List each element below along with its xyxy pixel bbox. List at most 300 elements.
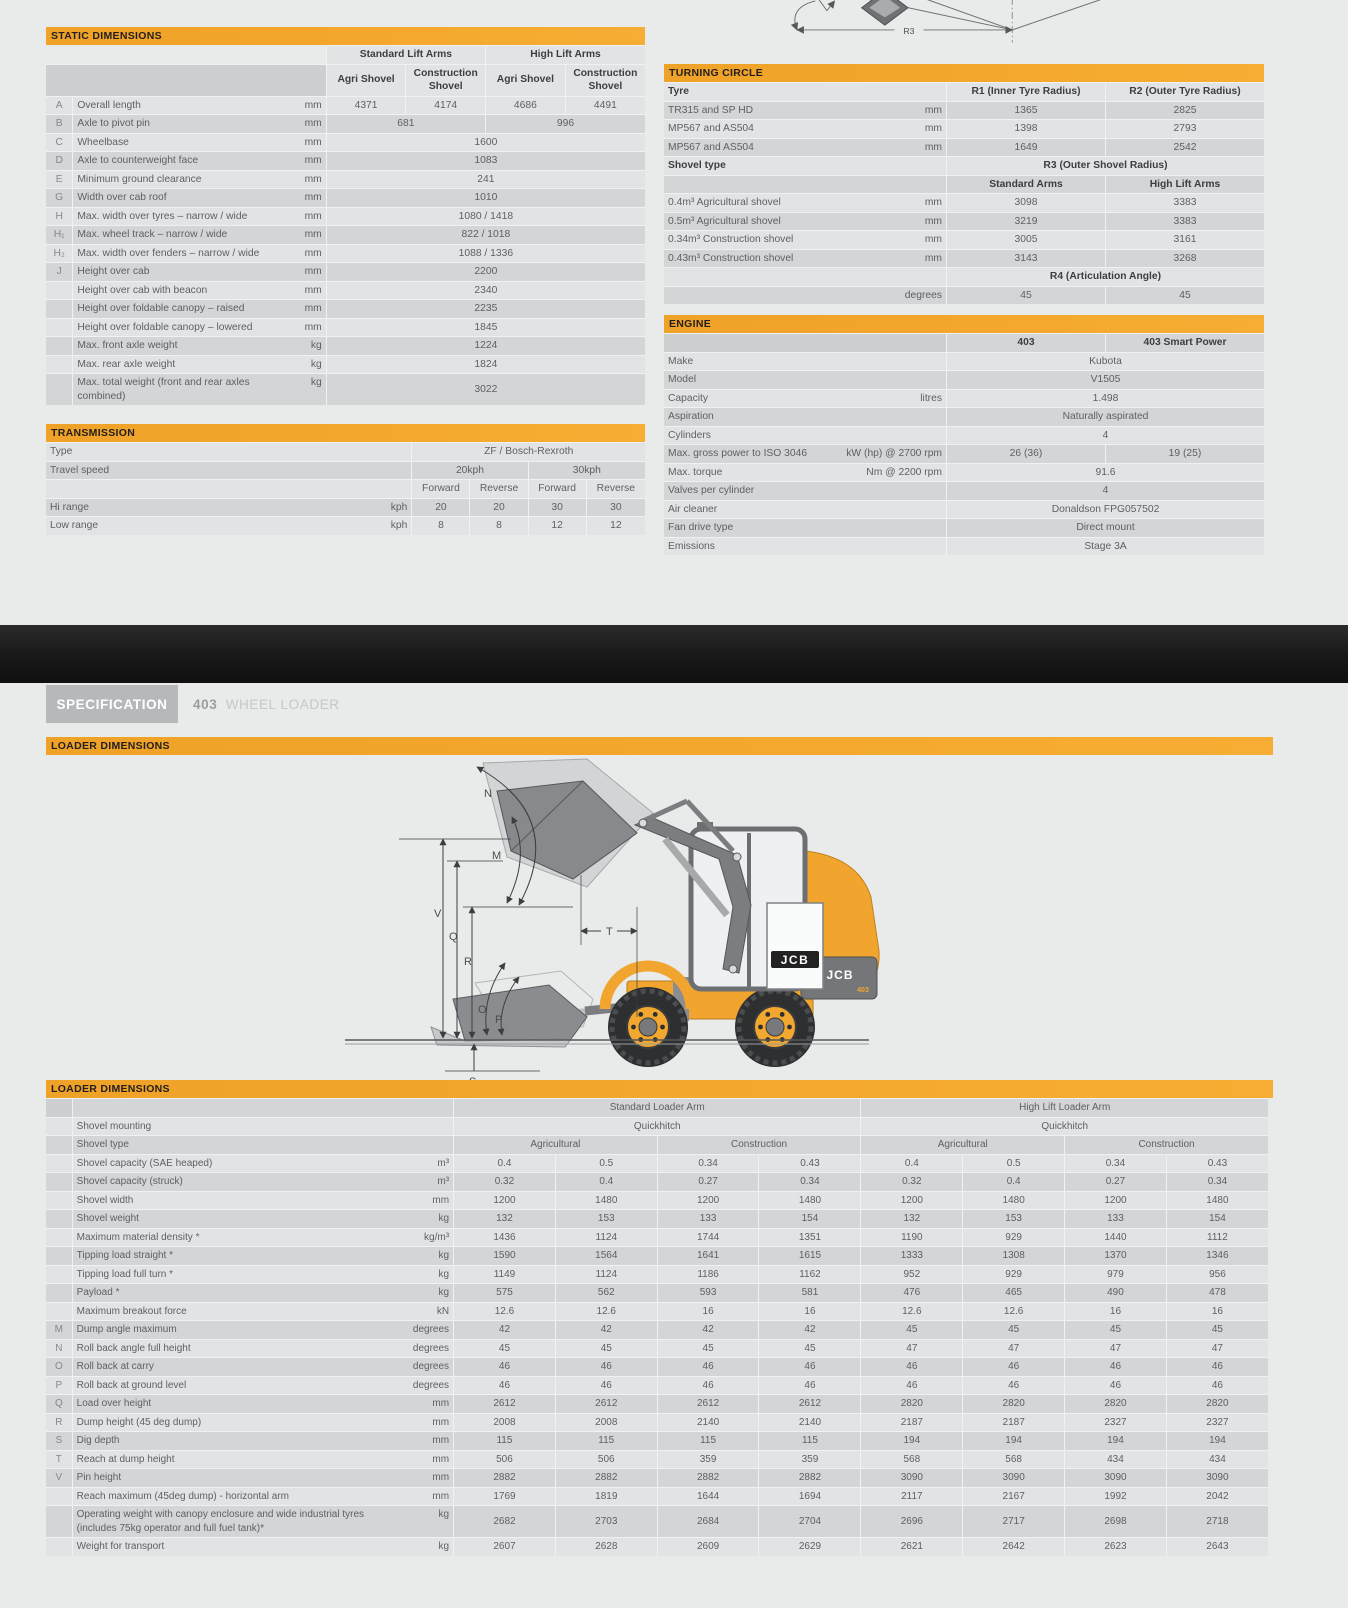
table-cell: 2200 <box>326 262 645 281</box>
table-cell: 47 <box>860 1339 962 1358</box>
table-cell: 2820 <box>1064 1394 1166 1413</box>
table-cell: 2820 <box>962 1394 1064 1413</box>
table-cell: Agricultural <box>453 1135 657 1154</box>
table-cell: 1308 <box>962 1246 1064 1265</box>
table-row <box>46 45 645 64</box>
table-cell <box>46 1283 72 1302</box>
table-cell: 4686 <box>485 96 565 115</box>
table-cell: Minimum ground clearance mm <box>72 170 325 189</box>
table-cell: 115 <box>453 1431 555 1450</box>
table-cell: 12.6 <box>555 1302 657 1321</box>
table-cell: 1088 / 1336 <box>326 244 645 263</box>
table-row <box>46 225 645 244</box>
table-cell: Forward <box>528 479 586 498</box>
table-cell: Maximum breakout force kN <box>72 1302 453 1321</box>
table-cell: 0.27 <box>657 1172 759 1191</box>
table-cell: Capacity litres <box>664 389 946 408</box>
table-header-cell: High Lift Arms <box>1105 175 1264 194</box>
table-row <box>46 1265 1268 1284</box>
dim-label-q: Q <box>449 931 458 943</box>
model-badge: 403 <box>857 987 869 994</box>
table-cell: 2623 <box>1064 1537 1166 1556</box>
table-row <box>46 355 645 374</box>
table-cell <box>46 479 411 498</box>
table-cell: Dig depth mm <box>72 1431 453 1450</box>
table-row <box>664 175 1264 194</box>
table-row <box>664 463 1264 482</box>
loader-dimensions-table <box>46 1098 1268 1556</box>
table-row <box>46 1431 1268 1450</box>
table-cell: 1480 <box>555 1191 657 1210</box>
table-cell: Tipping load full turn * kg <box>72 1265 453 1284</box>
table-cell: Roll back at ground level degrees <box>72 1376 453 1395</box>
table-cell: Height over cab mm <box>72 262 325 281</box>
table-cell: 3090 <box>1064 1468 1166 1487</box>
table-cell: 2612 <box>758 1394 860 1413</box>
table-cell: Shovel weight kg <box>72 1209 453 1228</box>
table-cell: 0.27 <box>1064 1172 1166 1191</box>
table-header-cell: R1 (Inner Tyre Radius) <box>946 82 1105 101</box>
table-cell: H <box>46 207 72 226</box>
table-cell: 8 <box>411 516 469 535</box>
table-cell: 46 <box>1064 1376 1166 1395</box>
table-row <box>664 230 1264 249</box>
dim-label-t: T <box>606 926 613 938</box>
table-row <box>664 537 1264 556</box>
table-row <box>664 500 1264 519</box>
table-cell: 2703 <box>555 1505 657 1537</box>
table-cell: 4 <box>946 481 1264 500</box>
table-cell <box>72 1098 453 1117</box>
table-cell: 115 <box>758 1431 860 1450</box>
table-cell: 2340 <box>326 281 645 300</box>
table-cell: Max. rear axle weight kg <box>72 355 325 374</box>
table-cell: 115 <box>657 1431 759 1450</box>
table-cell: TR315 and SP HD mm <box>664 101 946 120</box>
table-cell: Reverse <box>586 479 645 498</box>
table-cell: 0.4 <box>453 1154 555 1173</box>
turning-circle-diagram <box>664 0 1264 56</box>
table-cell: 1190 <box>860 1228 962 1247</box>
table-cell: 0.5 <box>555 1154 657 1173</box>
table-cell: Max. gross power to ISO 3046 kW (hp) @ 2700 rpm <box>664 444 946 463</box>
table-cell: 42 <box>657 1320 759 1339</box>
table-cell: 2167 <box>962 1487 1064 1506</box>
table-header-cell: Standard Arms <box>946 175 1105 194</box>
table-cell: 581 <box>758 1283 860 1302</box>
table-cell: Emissions <box>664 537 946 556</box>
table-cell: 2684 <box>657 1505 759 1537</box>
table-cell: 2793 <box>1105 119 1264 138</box>
table-cell: 0.34 <box>1166 1172 1268 1191</box>
table-cell: 3219 <box>946 212 1105 231</box>
table-row <box>46 1413 1268 1432</box>
table-cell: Max. total weight (front and rear axles combined) kg <box>72 373 325 405</box>
table-cell: 562 <box>555 1283 657 1302</box>
table-cell: 16 <box>1064 1302 1166 1321</box>
table-row <box>46 461 645 480</box>
table-cell: 132 <box>860 1209 962 1228</box>
table-cell: 46 <box>555 1376 657 1395</box>
table-cell: Fan drive type <box>664 518 946 537</box>
table-cell: 1.498 <box>946 389 1264 408</box>
table-cell: Forward <box>411 479 469 498</box>
table-row <box>46 1209 1268 1228</box>
table-cell: 2882 <box>555 1468 657 1487</box>
table-cell: 2117 <box>860 1487 962 1506</box>
table-cell: 2696 <box>860 1505 962 1537</box>
loader-dimensions-diagram <box>335 755 880 1090</box>
table-header-cell: R3 (Outer Shovel Radius) <box>946 156 1264 175</box>
table-cell: 12.6 <box>453 1302 555 1321</box>
table-cell: Load over height mm <box>72 1394 453 1413</box>
table-row <box>46 373 645 405</box>
table-cell: 0.4 <box>860 1154 962 1173</box>
table-cell: Donaldson FPG057502 <box>946 500 1264 519</box>
table-cell: 46 <box>1166 1376 1268 1395</box>
left-column <box>46 27 645 535</box>
table-cell: Standard Loader Arm <box>453 1098 860 1117</box>
table-cell: 2820 <box>1166 1394 1268 1413</box>
table-row <box>46 133 645 152</box>
table-cell: 1436 <box>453 1228 555 1247</box>
table-cell: Agricultural <box>860 1135 1064 1154</box>
table-row <box>46 299 645 318</box>
table-cell: 2187 <box>860 1413 962 1432</box>
table-cell: Shovel mounting <box>72 1117 453 1136</box>
table-cell: 1694 <box>758 1487 860 1506</box>
table-cell: 1200 <box>1064 1191 1166 1210</box>
table-header-cell: Agri Shovel <box>326 64 406 96</box>
table-cell <box>46 318 72 337</box>
table-cell: 593 <box>657 1283 759 1302</box>
table-cell: 0.43m³ Construction shovel mm <box>664 249 946 268</box>
table-cell: 996 <box>485 114 645 133</box>
table-cell: 3005 <box>946 230 1105 249</box>
table-cell: Shovel width mm <box>72 1191 453 1210</box>
table-header-cell: Construction Shovel <box>405 64 485 96</box>
table-cell: 1333 <box>860 1246 962 1265</box>
table-cell: 153 <box>962 1209 1064 1228</box>
table-cell: 91.6 <box>946 463 1264 482</box>
table-row <box>46 1246 1268 1265</box>
table-cell: 2629 <box>758 1537 860 1556</box>
table-row <box>46 1302 1268 1321</box>
table-cell: 133 <box>657 1209 759 1228</box>
dim-label-o: O <box>478 1004 487 1016</box>
front-wheel <box>608 987 688 1067</box>
table-cell: 4 <box>946 426 1264 445</box>
table-header-cell: Tyre <box>664 82 946 101</box>
table-cell: 0.4 <box>555 1172 657 1191</box>
table-cell: 1346 <box>1166 1246 1268 1265</box>
engine-banner: ENGINE <box>664 315 1264 333</box>
table-cell: Direct mount <box>946 518 1264 537</box>
table-cell: 2042 <box>1166 1487 1268 1506</box>
table-cell: 45 <box>1064 1320 1166 1339</box>
table-cell: 2607 <box>453 1537 555 1556</box>
table-cell <box>664 333 946 352</box>
table-cell <box>46 64 326 96</box>
table-cell: 2628 <box>555 1537 657 1556</box>
table-cell: 45 <box>1166 1320 1268 1339</box>
table-cell: 45 <box>555 1339 657 1358</box>
table-cell: 0.43 <box>1166 1154 1268 1173</box>
table-cell: 1149 <box>453 1265 555 1284</box>
table-cell: Pin height mm <box>72 1468 453 1487</box>
table-cell: 1644 <box>657 1487 759 1506</box>
table-cell: Max. width over fenders – narrow / wide mm <box>72 244 325 263</box>
table-cell: 46 <box>453 1357 555 1376</box>
table-row <box>46 1505 1268 1537</box>
table-cell: 929 <box>962 1265 1064 1284</box>
table-row <box>46 1537 1268 1556</box>
table-cell: 2882 <box>758 1468 860 1487</box>
table-cell: 2820 <box>860 1394 962 1413</box>
table-cell: Shovel type <box>72 1135 453 1154</box>
table-cell: 0.34 <box>1064 1154 1166 1173</box>
table-row <box>664 370 1264 389</box>
table-cell: 46 <box>860 1376 962 1395</box>
table-header-cell: Agri Shovel <box>485 64 565 96</box>
table-header-cell: High Lift Arms <box>485 45 645 64</box>
table-row <box>664 481 1264 500</box>
table-row <box>664 267 1264 286</box>
table-cell: 1992 <box>1064 1487 1166 1506</box>
table-cell: 979 <box>1064 1265 1166 1284</box>
table-cell: 1641 <box>657 1246 759 1265</box>
table-cell: Kubota <box>946 352 1264 371</box>
table-cell: 2187 <box>962 1413 1064 1432</box>
table-cell: 16 <box>758 1302 860 1321</box>
table-cell: 0.43 <box>758 1154 860 1173</box>
table-cell: 1615 <box>758 1246 860 1265</box>
table-cell: 12 <box>586 516 645 535</box>
specification-label: SPECIFICATION <box>46 685 178 723</box>
table-cell: Cylinders <box>664 426 946 445</box>
table-cell: Tipping load straight * kg <box>72 1246 453 1265</box>
table-row <box>664 426 1264 445</box>
table-cell: 132 <box>453 1209 555 1228</box>
table-cell: 1200 <box>453 1191 555 1210</box>
table-cell: 12 <box>528 516 586 535</box>
table-cell: Stage 3A <box>946 537 1264 556</box>
table-row <box>46 1117 1268 1136</box>
table-cell: 1370 <box>1064 1246 1166 1265</box>
table-cell: 3143 <box>946 249 1105 268</box>
table-cell: 1769 <box>453 1487 555 1506</box>
table-cell: MP567 and AS504 mm <box>664 119 946 138</box>
model-number: 403 <box>193 696 218 712</box>
table-row <box>664 333 1264 352</box>
table-cell: 0.34 <box>657 1154 759 1173</box>
table-cell: 2140 <box>657 1413 759 1432</box>
table-cell: Maximum material density * kg/m³ <box>72 1228 453 1247</box>
table-cell: 3383 <box>1105 193 1264 212</box>
table-cell: 46 <box>453 1376 555 1395</box>
table-cell: 956 <box>1166 1265 1268 1284</box>
table-cell: 1112 <box>1166 1228 1268 1247</box>
table-cell: degrees <box>664 286 946 305</box>
table-cell: Quickhitch <box>453 1117 860 1136</box>
table-cell: 42 <box>453 1320 555 1339</box>
table-cell: 1480 <box>1166 1191 1268 1210</box>
static-dimensions-banner: STATIC DIMENSIONS <box>46 27 645 45</box>
table-cell: Construction <box>1064 1135 1268 1154</box>
table-cell: 133 <box>1064 1209 1166 1228</box>
table-cell: J <box>46 262 72 281</box>
table-cell: 3098 <box>946 193 1105 212</box>
table-cell: 16 <box>657 1302 759 1321</box>
table-cell: Roll back angle full height degrees <box>72 1339 453 1358</box>
table-cell: V1505 <box>946 370 1264 389</box>
table-row <box>664 518 1264 537</box>
table-cell <box>46 281 72 300</box>
turning-circle-banner: TURNING CIRCLE <box>664 64 1264 82</box>
table-cell: 1224 <box>326 336 645 355</box>
table-cell: 194 <box>860 1431 962 1450</box>
jcb-logo-rear: JCB <box>826 968 854 982</box>
table-header-cell: R4 (Articulation Angle) <box>946 267 1264 286</box>
table-cell: 681 <box>326 114 485 133</box>
table-row <box>46 207 645 226</box>
table-cell: 575 <box>453 1283 555 1302</box>
table-row <box>46 1394 1268 1413</box>
table-cell: Axle to pivot pin mm <box>72 114 325 133</box>
table-cell: 1824 <box>326 355 645 374</box>
table-cell: D <box>46 151 72 170</box>
table-row <box>46 1468 1268 1487</box>
table-cell: 2140 <box>758 1413 860 1432</box>
table-cell: Max. wheel track – narrow / wide mm <box>72 225 325 244</box>
table-cell: Type <box>46 442 411 461</box>
table-cell: 2327 <box>1166 1413 1268 1432</box>
table-cell: 929 <box>962 1228 1064 1247</box>
table-cell: 2718 <box>1166 1505 1268 1537</box>
table-cell: 506 <box>555 1450 657 1469</box>
table-cell: Travel speed <box>46 461 411 480</box>
table-row <box>664 82 1264 101</box>
table-cell: 1080 / 1418 <box>326 207 645 226</box>
table-cell: 1124 <box>555 1228 657 1247</box>
table-row <box>46 1450 1268 1469</box>
table-cell <box>46 1209 72 1228</box>
dim-label-n: N <box>484 788 492 800</box>
table-cell: 2882 <box>657 1468 759 1487</box>
table-cell: 1480 <box>758 1191 860 1210</box>
table-cell: 2612 <box>657 1394 759 1413</box>
table-row <box>46 1098 1268 1117</box>
table-cell: 2825 <box>1105 101 1264 120</box>
table-cell: 822 / 1018 <box>326 225 645 244</box>
rear-wheel <box>735 987 815 1067</box>
table-row <box>46 1339 1268 1358</box>
engine-table <box>664 333 1264 555</box>
table-cell: 1083 <box>326 151 645 170</box>
table-cell: 20kph <box>411 461 527 480</box>
table-cell: 20 <box>411 498 469 517</box>
loader-dimensions-banner-table: LOADER DIMENSIONS <box>46 1080 1273 1098</box>
table-cell: 1398 <box>946 119 1105 138</box>
table-row <box>664 286 1264 305</box>
table-cell: 46 <box>962 1357 1064 1376</box>
table-cell: H₂ <box>46 244 72 263</box>
table-cell: 46 <box>758 1357 860 1376</box>
table-cell: 2612 <box>453 1394 555 1413</box>
table-cell: 20 <box>469 498 527 517</box>
table-cell: 1564 <box>555 1246 657 1265</box>
table-cell: Roll back at carry degrees <box>72 1357 453 1376</box>
table-row <box>46 1376 1268 1395</box>
table-cell: Hi range kph <box>46 498 411 517</box>
table-row <box>46 336 645 355</box>
page-divider-band <box>0 625 1348 683</box>
table-cell <box>664 267 946 286</box>
table-cell: O <box>46 1357 72 1376</box>
table-cell: 3161 <box>1105 230 1264 249</box>
table-row <box>46 1320 1268 1339</box>
table-row <box>46 170 645 189</box>
table-cell: Aspiration <box>664 407 946 426</box>
table-cell: 2609 <box>657 1537 759 1556</box>
table-row <box>46 318 645 337</box>
table-cell: 1819 <box>555 1487 657 1506</box>
table-cell: 47 <box>962 1339 1064 1358</box>
table-cell: Reverse <box>469 479 527 498</box>
static-dimensions-table <box>46 45 645 405</box>
table-cell: Reach maximum (45deg dump) - horizontal arm mm <box>72 1487 453 1506</box>
transmission-table <box>46 442 645 535</box>
table-cell <box>46 1117 72 1136</box>
table-cell: 1480 <box>962 1191 1064 1210</box>
table-cell: B <box>46 114 72 133</box>
table-cell: Construction <box>657 1135 861 1154</box>
table-cell: 2008 <box>453 1413 555 1432</box>
table-cell: 3383 <box>1105 212 1264 231</box>
table-cell: 1440 <box>1064 1228 1166 1247</box>
table-cell: 42 <box>758 1320 860 1339</box>
table-cell: 2717 <box>962 1505 1064 1537</box>
table-cell: Valves per cylinder <box>664 481 946 500</box>
table-cell <box>46 1135 72 1154</box>
table-row <box>664 444 1264 463</box>
table-cell: A <box>46 96 72 115</box>
table-cell: 2698 <box>1064 1505 1166 1537</box>
table-cell: 4174 <box>405 96 485 115</box>
table-cell: Air cleaner <box>664 500 946 519</box>
dim-label-m: M <box>492 850 502 862</box>
table-cell: 465 <box>962 1283 1064 1302</box>
table-cell: S <box>46 1431 72 1450</box>
table-row <box>46 498 645 517</box>
table-cell: Max. front axle weight kg <box>72 336 325 355</box>
r3-label: R3 <box>903 25 915 36</box>
table-cell: 1600 <box>326 133 645 152</box>
table-cell: 4491 <box>565 96 645 115</box>
table-cell: 2327 <box>1064 1413 1166 1432</box>
table-cell: 1365 <box>946 101 1105 120</box>
table-cell <box>46 373 72 405</box>
table-cell: 115 <box>555 1431 657 1450</box>
table-cell: 1845 <box>326 318 645 337</box>
table-cell: 12.6 <box>962 1302 1064 1321</box>
table-cell: 45 <box>860 1320 962 1339</box>
table-cell: 506 <box>453 1450 555 1469</box>
dim-label-p: P <box>495 1014 503 1026</box>
table-cell: P <box>46 1376 72 1395</box>
table-cell: 3090 <box>1166 1468 1268 1487</box>
table-row <box>46 1154 1268 1173</box>
